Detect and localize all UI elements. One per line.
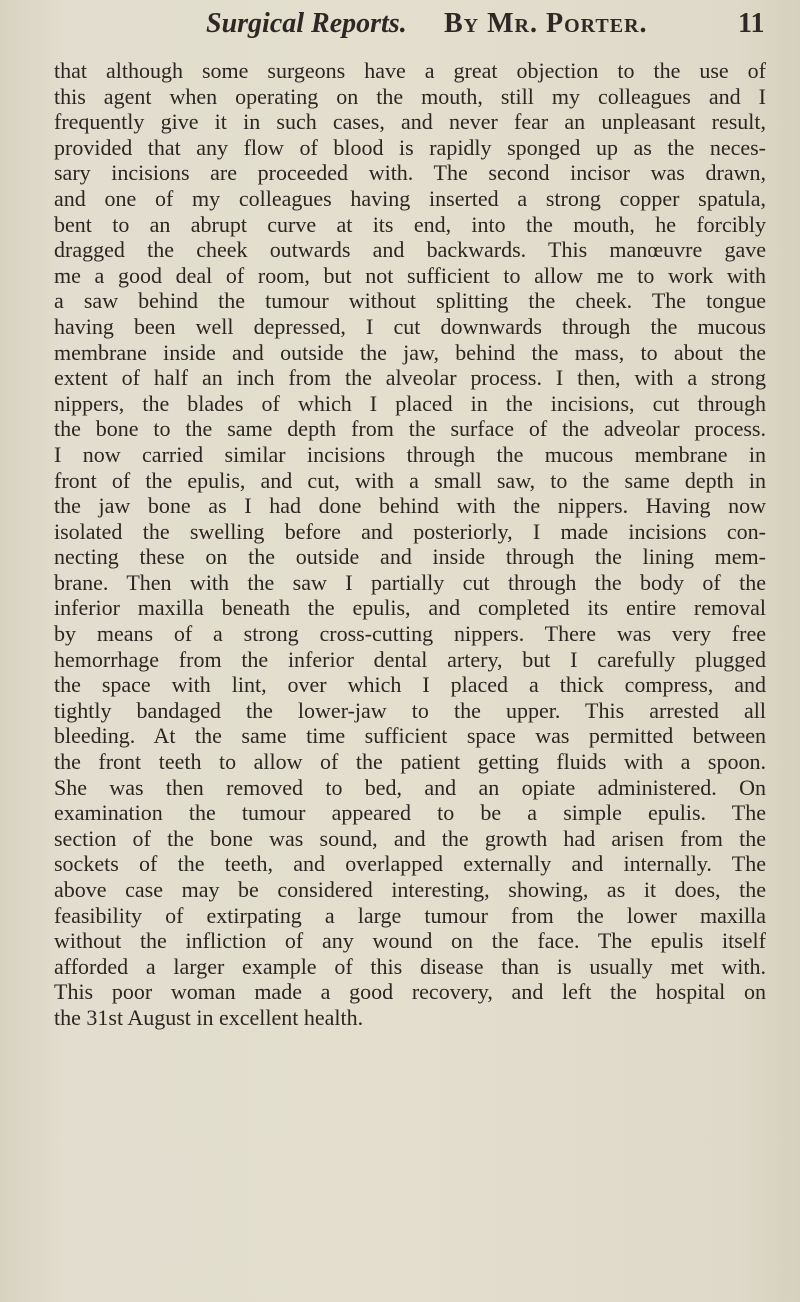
text-line: brane. Then with the saw I partially cut through the body of the (54, 569, 766, 595)
text-line: dragged the cheek outwards and backwards. This manœuvre gave (54, 237, 766, 263)
text-line: front of the epulis, and cut, with a small saw, to the same depth in (54, 467, 766, 493)
text-line: examination the tumour appeared to be a simple epulis. The (54, 800, 766, 826)
text-line: tightly bandaged the lower-jaw to the upper. This arrested all (54, 697, 766, 723)
text-line: having been well depressed, I cut downwards through the mucous (54, 313, 766, 339)
text-line: extent of half an inch from the alveolar process. I then, with a strong (54, 365, 766, 391)
text-line: the jaw bone as I had done behind with the nippers. Having now (54, 493, 766, 519)
text-line: necting these on the outside and inside through the lining mem- (54, 544, 766, 570)
text-line: membrane inside and outside the jaw, behind the mass, to about the (54, 339, 766, 365)
text-line: She was then removed to bed, and an opiate administered. On (54, 774, 766, 800)
text-line: This poor woman made a good recovery, and left the hospital on (54, 979, 766, 1005)
text-line: and one of my colleagues having inserted a strong copper spatula, (54, 185, 766, 211)
text-line: section of the bone was sound, and the growth had arisen from the (54, 825, 766, 851)
text-line: hemorrhage from the inferior dental artery, but I carefully plugged (54, 646, 766, 672)
text-line: a saw behind the tumour without splitting the cheek. The tongue (54, 288, 766, 314)
running-title: Surgical Reports. (206, 8, 407, 39)
text-line: me a good deal of room, but not sufficient to allow me to work with (54, 262, 766, 288)
text-line: bent to an abrupt curve at its end, into the mouth, he forcibly (54, 211, 766, 237)
text-line: inferior maxilla beneath the epulis, and completed its entire removal (54, 595, 766, 621)
text-line: bleeding. At the same time sufficient space was permitted between (54, 723, 766, 749)
text-line: by means of a strong cross-cutting nippers. There was very free (54, 621, 766, 647)
text-line: feasibility of extirpating a large tumour from the lower maxilla (54, 902, 766, 928)
author-heading: By Mr. Porter. (444, 8, 648, 39)
page-header (182, 6, 782, 42)
text-line: frequently give it in such cases, and never fear an unpleasant result, (54, 109, 766, 135)
text-line: the 31st August in excellent health. (54, 1004, 364, 1030)
text-line: that although some surgeons have a great objection to the use of (54, 58, 766, 83)
text-line: the space with lint, over which I placed a thick compress, and (54, 672, 766, 698)
text-line: I now carried similar incisions through the mucous membrane in (54, 441, 766, 467)
text-line: nippers, the blades of which I placed in the incisions, cut through (54, 390, 766, 416)
text-line: this agent when operating on the mouth, still my colleagues and I (54, 83, 766, 109)
text-line: sary incisions are proceeded with. The second incisor was drawn, (54, 160, 766, 186)
text-line: the bone to the same depth from the surface of the adveolar process. (54, 416, 766, 442)
body-text (54, 58, 766, 1258)
text-line: without the infliction of any wound on the face. The epulis itself (54, 928, 766, 954)
text-line: provided that any flow of blood is rapidly sponged up as the neces- (54, 134, 766, 160)
text-line: isolated the swelling before and posteriorly, I made incisions con- (54, 518, 766, 544)
text-line: sockets of the teeth, and overlapped externally and internally. The (54, 851, 766, 877)
text-line: the front teeth to allow of the patient getting fluids with a spoon. (54, 749, 766, 775)
page-number: 11 (738, 8, 765, 39)
text-line: afforded a larger example of this disease than is usually met with. (54, 953, 766, 979)
text-line: above case may be considered interesting, showing, as it does, the (54, 877, 766, 902)
